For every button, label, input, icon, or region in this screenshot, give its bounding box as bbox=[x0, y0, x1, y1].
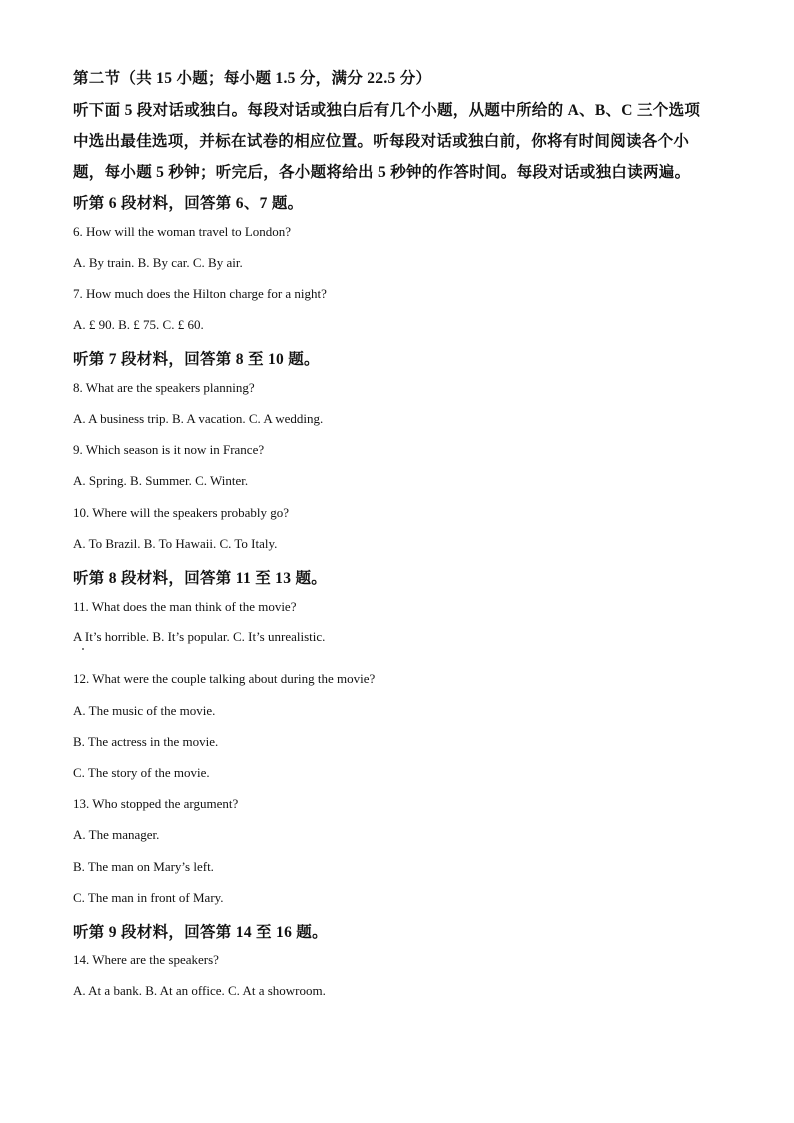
question-11-options: A It’s horrible. B. It’s popular. C. It’s unrealistic. bbox=[73, 629, 326, 644]
instruction-line-1: 听下面 5 段对话或独白。每段对话或独白后有几个小题，从题中所给的 A、B、C 三个选项 bbox=[73, 102, 701, 119]
instruction-line-3: 题，每小题 5 秒钟；听完后，各小题将给出 5 秒钟的作答时间。每段对话或独白读两遍。 bbox=[73, 164, 691, 181]
question-13-stem: 13. Who stopped the argument? bbox=[73, 796, 239, 811]
question-13-option-c: C. The man in front of Mary. bbox=[73, 890, 224, 905]
question-8-stem: 8. What are the speakers planning? bbox=[73, 380, 255, 395]
question-6-stem: 6. How will the woman travel to London? bbox=[73, 224, 292, 239]
group-heading-8: 听第 8 段材料，回答第 11 至 13 题。 bbox=[73, 570, 328, 587]
question-12-option-b: B. The actress in the movie. bbox=[73, 734, 219, 749]
group-heading-9: 听第 9 段材料，回答第 14 至 16 题。 bbox=[73, 924, 328, 941]
question-13-option-a: A. The manager. bbox=[73, 827, 160, 842]
question-14-options: A. At a bank. B. At an office. C. At a showroom. bbox=[73, 983, 326, 998]
stray-mark bbox=[82, 648, 84, 650]
question-10-stem: 10. Where will the speakers probably go? bbox=[73, 505, 289, 520]
question-6-options: A. By train. B. By car. C. By air. bbox=[73, 255, 243, 270]
question-13-option-b: B. The man on Mary’s left. bbox=[73, 859, 214, 874]
group-heading-7: 听第 7 段材料，回答第 8 至 10 题。 bbox=[73, 351, 320, 368]
question-12-stem: 12. What were the couple talking about during the movie? bbox=[73, 671, 376, 686]
question-12-option-a: A. The music of the movie. bbox=[73, 703, 216, 718]
question-10-options: A. To Brazil. B. To Hawaii. C. To Italy. bbox=[73, 536, 278, 551]
question-8-options: A. A business trip. B. A vacation. C. A wedding. bbox=[73, 411, 324, 426]
question-14-stem: 14. Where are the speakers? bbox=[73, 952, 219, 967]
question-7-stem: 7. How much does the Hilton charge for a night? bbox=[73, 286, 327, 301]
question-9-options: A. Spring. B. Summer. C. Winter. bbox=[73, 473, 249, 488]
question-11-stem: 11. What does the man think of the movie? bbox=[73, 599, 297, 614]
question-9-stem: 9. Which season is it now in France? bbox=[73, 442, 265, 457]
question-7-options: A. £ 90. B. £ 75. C. £ 60. bbox=[73, 317, 204, 332]
question-12-option-c: C. The story of the movie. bbox=[73, 765, 210, 780]
instruction-line-2: 中选出最佳选项，并标在试卷的相应位置。听每段对话或独白前，你将有时间阅读各个小 bbox=[73, 133, 690, 150]
group-heading-6: 听第 6 段材料，回答第 6、7 题。 bbox=[73, 195, 304, 212]
section-title: 第二节（共 15 小题；每小题 1.5 分，满分 22.5 分） bbox=[73, 70, 432, 87]
